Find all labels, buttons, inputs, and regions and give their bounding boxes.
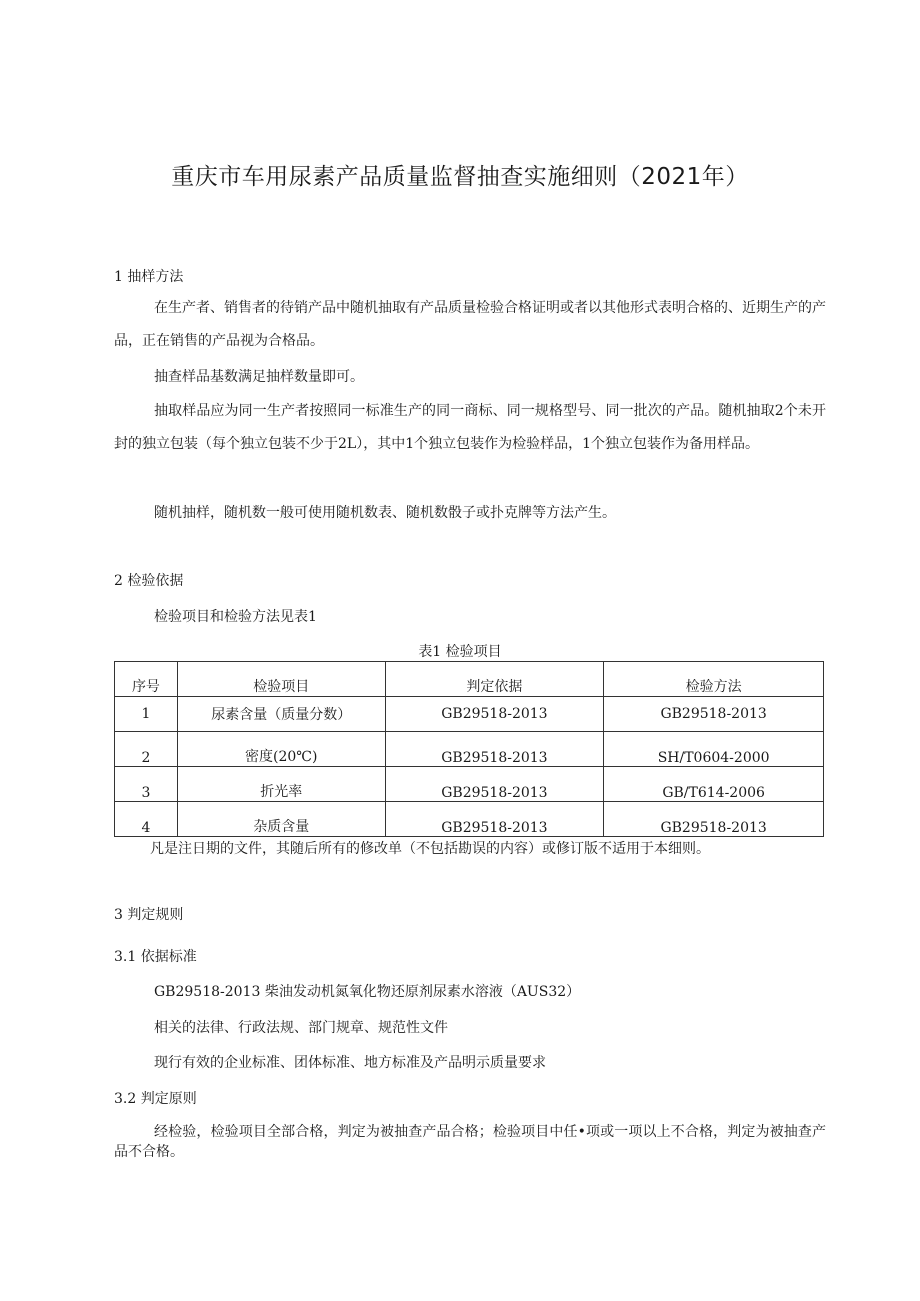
table-cell: GB29518-2013: [385, 732, 604, 767]
table-cell: 折光率: [177, 767, 385, 802]
table-row: [115, 802, 824, 837]
section-heading-judgement: 3 判定规则: [114, 907, 184, 923]
header-cell-method: 检验方法: [604, 662, 824, 697]
table-cell: GB29518-2013: [604, 802, 824, 837]
paragraph-sampling-quantity: 抽取样品应为同一生产者按照同一标准生产的同一商标、同一规格型号、同一批次的产品。随机抽取2个未开封的独立包装（每个独立包装不少于2L），其中1个独立包装作为检验样品，1个独立包装作为备用样品。: [114, 403, 826, 452]
standard-item: 相关的法律、行政法规、部门规章、规范性文件: [154, 1020, 448, 1036]
table-cell: 4: [115, 802, 178, 837]
table-cell: GB29518-2013: [385, 802, 604, 837]
paragraph-basis-intro: 检验项目和检验方法见表1: [154, 609, 317, 625]
table-cell: 1: [115, 697, 178, 732]
subsection-heading-standards: 3.1 依据标准: [114, 949, 197, 965]
table-note: 凡是注日期的文件，其随后所有的修改单（不包括勘误的内容）或修订版不适用于本细则。: [150, 841, 710, 857]
header-cell-item: 检验项目: [177, 662, 385, 697]
header-cell-index: 序号: [115, 662, 178, 697]
paragraph-judgement-principle: 经检验，检验项目全部合格，判定为被抽查产品合格；检验项目中任•项或一项以上不合格，判定为被抽查产品不合格。: [114, 1124, 826, 1160]
table-cell: 2: [115, 732, 178, 767]
table-cell: SH/T0604-2000: [604, 732, 824, 767]
paragraph-sampling-base: 抽查样品基数满足抽样数量即可。: [154, 369, 364, 385]
table-cell: GB29518-2013: [604, 697, 824, 732]
table-header-row: [115, 662, 824, 697]
table-cell: GB29518-2013: [385, 767, 604, 802]
table-cell: 杂质含量: [177, 802, 385, 837]
table-row: [115, 697, 824, 732]
table-cell: GB/T614-2006: [604, 767, 824, 802]
table-caption: 表1 检验项目: [418, 644, 502, 660]
standard-item: GB29518-2013 柴油发动机氮氧化物还原剂尿素水溶液（AUS32）: [154, 984, 581, 1000]
section-heading-basis: 2 检验依据: [114, 573, 184, 589]
inspection-table: [114, 661, 824, 837]
header-cell-basis: 判定依据: [385, 662, 604, 697]
document-title: 重庆市车用尿素产品质量监督抽查实施细则（2021年）: [171, 164, 749, 190]
paragraph-sampling-source: 在生产者、销售者的待销产品中随机抽取有产品质量检验合格证明或者以其他形式表明合格的、近期生产的产品，正在销售的产品视为合格品。: [114, 300, 826, 349]
table-cell: 尿素含量（质量分数）: [177, 697, 385, 732]
table-cell: 3: [115, 767, 178, 802]
table-row: [115, 732, 824, 767]
standard-item: 现行有效的企业标准、团体标准、地方标准及产品明示质量要求: [154, 1055, 546, 1071]
table-cell: 密度(20℃): [177, 732, 385, 767]
section-heading-sampling: 1 抽样方法: [114, 269, 184, 285]
table-cell: GB29518-2013: [385, 697, 604, 732]
subsection-heading-principles: 3.2 判定原则: [114, 1091, 197, 1107]
paragraph-sampling-random: 随机抽样，随机数一般可使用随机数表、随机数骰子或扑克牌等方法产生。: [154, 505, 616, 521]
table-row: [115, 767, 824, 802]
